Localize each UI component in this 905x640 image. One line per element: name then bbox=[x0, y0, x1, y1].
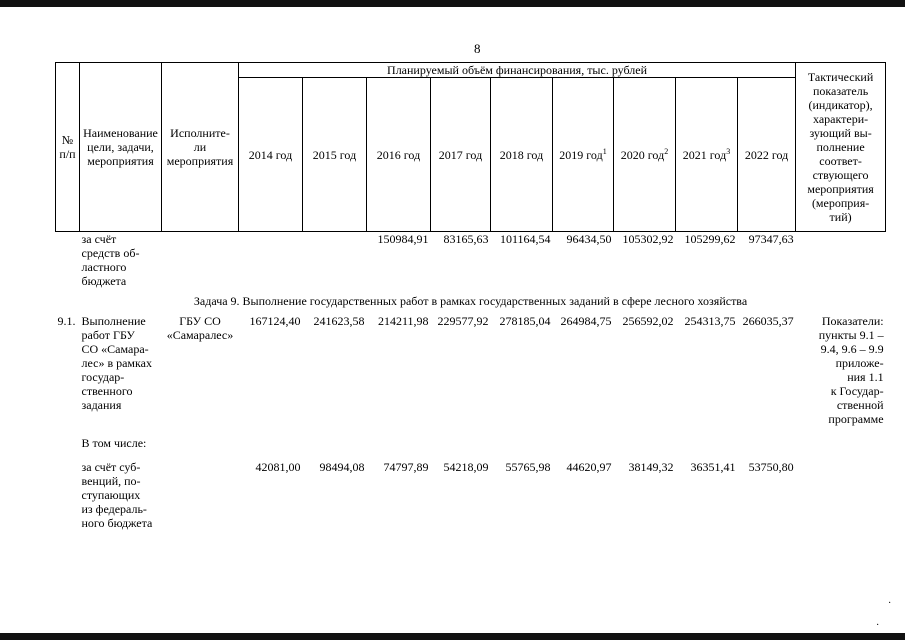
header-executor: Исполните- ли мероприятия bbox=[162, 63, 239, 232]
scan-speck: · bbox=[888, 598, 892, 609]
header-year: 2020 год$^2$ bbox=[614, 78, 676, 232]
page-number: 8 bbox=[474, 41, 481, 56]
header-year: 2018 год bbox=[491, 78, 553, 232]
cell-no bbox=[56, 232, 80, 289]
header-name: Наименование цели, задачи, мероприятия bbox=[80, 63, 162, 232]
cell-name: Выполнение работ ГБУ СО «Самара- лес» в рамках государ- ственного задания bbox=[81, 314, 152, 412]
cell-executor bbox=[162, 426, 239, 460]
cell-value: 278185,04 bbox=[499, 314, 551, 328]
cell-no: 9.1. bbox=[57, 314, 76, 328]
top-border bbox=[0, 0, 905, 7]
header-planned-financing: Планируемый объём финансирования, тыс. рублей bbox=[239, 63, 796, 78]
cell-value: 105302,92 bbox=[622, 232, 674, 246]
task-9-title: Задача 9. Выполнение государственных работ в рамках государственных заданий в сфере лесного хозяйства bbox=[193, 294, 748, 308]
cell-value: 74797,89 bbox=[383, 460, 429, 474]
cell-value: 97347,63 bbox=[748, 232, 794, 246]
header-year: 2017 год bbox=[431, 78, 491, 232]
cell-value: 54218,09 bbox=[443, 460, 489, 474]
cell-value bbox=[431, 426, 491, 460]
cell-value: 42081,00 bbox=[255, 460, 301, 474]
budget-table-page bbox=[55, 62, 885, 530]
header-year: 2021 год$^3$ bbox=[676, 78, 738, 232]
cell-value: 38149,32 bbox=[628, 460, 674, 474]
cell-value: 55765,98 bbox=[505, 460, 551, 474]
table-row bbox=[56, 232, 886, 289]
cell-value: 83165,63 bbox=[443, 232, 489, 246]
header-indicator: Тактический показатель (индикатор), характери- зующий вы- полнение соответ- ствующего мероприятия (мероприя- тий) bbox=[796, 63, 886, 232]
cell-name: за счёт суб- венций, по- ступающих из федераль- ного бюджета bbox=[81, 460, 153, 530]
cell-value bbox=[553, 426, 614, 460]
header-year: 2015 год bbox=[303, 78, 367, 232]
cell-value: 105299,62 bbox=[684, 232, 736, 246]
cell-value bbox=[367, 426, 431, 460]
header-no: № п/п bbox=[56, 63, 80, 232]
cell-value bbox=[491, 426, 553, 460]
cell-value: 36351,41 bbox=[690, 460, 736, 474]
cell-indicator: Показатели: пункты 9.1 – 9.4, 9.6 – 9.9 приложе- ния 1.1 к Государ- ственной программе bbox=[818, 314, 884, 426]
header-year: 2016 год bbox=[367, 78, 431, 232]
cell-executor: ГБУ СО «Самаралес» bbox=[166, 314, 234, 342]
cell-value bbox=[614, 426, 676, 460]
cell-name: за счёт средств об- ластного бюджета bbox=[81, 232, 140, 288]
table-row bbox=[56, 460, 886, 530]
cell-value: 256592,02 bbox=[622, 314, 674, 328]
header-year: 2019 год$^1$ bbox=[553, 78, 614, 232]
cell-value bbox=[738, 426, 796, 460]
header-year: 2022 год bbox=[738, 78, 796, 232]
cell-value: 150984,91 bbox=[377, 232, 429, 246]
cell-executor bbox=[162, 232, 239, 289]
cell-value: 241623,58 bbox=[313, 314, 365, 328]
cell-value: 98494,08 bbox=[319, 460, 365, 474]
cell-no bbox=[56, 426, 80, 460]
cell-value: 44620,97 bbox=[566, 460, 612, 474]
cell-indicator bbox=[796, 460, 886, 530]
cell-indicator bbox=[796, 232, 886, 289]
cell-name: В том числе: bbox=[81, 436, 147, 450]
cell-value: 264984,75 bbox=[560, 314, 612, 328]
cell-value: 214211,98 bbox=[377, 314, 429, 328]
cell-value: 229577,92 bbox=[437, 314, 489, 328]
cell-value: 266035,37 bbox=[742, 314, 794, 328]
scan-speck: · bbox=[876, 620, 880, 631]
cell-value bbox=[239, 426, 303, 460]
cell-value bbox=[303, 426, 367, 460]
cell-value bbox=[303, 232, 367, 289]
cell-value: 101164,54 bbox=[499, 232, 551, 246]
cell-indicator bbox=[796, 426, 886, 460]
table-row bbox=[56, 314, 886, 426]
cell-value: 167124,40 bbox=[249, 314, 301, 328]
cell-value: 96434,50 bbox=[566, 232, 612, 246]
cell-value bbox=[676, 426, 738, 460]
table-body bbox=[56, 232, 886, 531]
cell-executor bbox=[162, 460, 239, 530]
task-row bbox=[56, 288, 886, 314]
cell-no bbox=[56, 460, 80, 530]
cell-value: 254313,75 bbox=[684, 314, 736, 328]
header-year: 2014 год bbox=[239, 78, 303, 232]
financing-table bbox=[55, 62, 886, 530]
table-row bbox=[56, 426, 886, 460]
bottom-border bbox=[0, 633, 905, 640]
cell-value bbox=[239, 232, 303, 289]
table-header bbox=[56, 63, 886, 232]
cell-value: 53750,80 bbox=[748, 460, 794, 474]
